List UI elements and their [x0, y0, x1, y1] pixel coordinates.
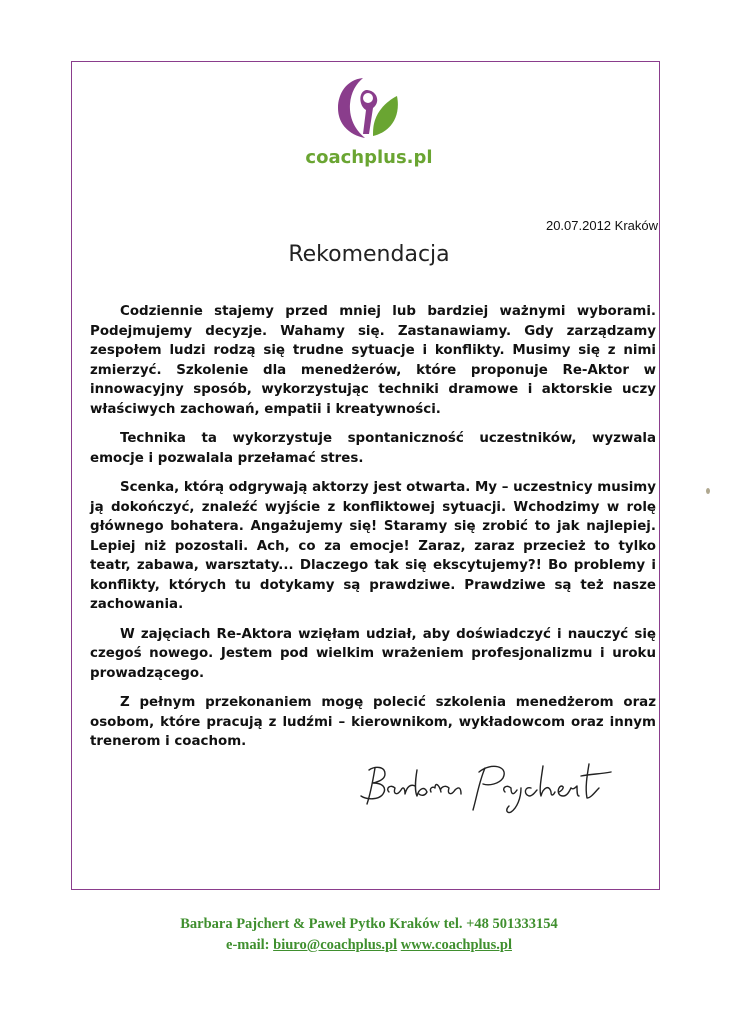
paragraph: Technika ta wykorzystuje spontaniczność uczestników, wyzwala emocje i pozwalala przełamać stres.	[90, 431, 656, 466]
email-label: e-mail:	[226, 937, 270, 953]
coachplus-logo	[333, 72, 403, 142]
website-link[interactable]: www.coachplus.pl	[400, 937, 512, 953]
brand-name: coachplus.pl	[305, 147, 433, 168]
footer-contact: Barbara Pajchert & Paweł Pytko Kraków tel. +48 501333154	[180, 916, 558, 932]
paragraph: Scenka, którą odgrywają aktorzy jest otwarta. My – uczestnicy musimy ją dokończyć, znaleźć wyjście z konfliktowej sytuacji. Wchodzimy w rolę głównego bohatera. Angażujemy się! Staramy się zrobić to jak najlepiej. Lepiej niż pozostali. Ach, co za emocje! Zaraz, zaraz przecież to tylko teatr, zabawa, warsztaty... Dlaczego tak się ekscytujemy?! Bo problemy i konflikty, których tu dotykamy są prawdziwe. Prawdziwe są też nasze zachowania.	[90, 480, 656, 612]
paper-speck	[706, 488, 710, 494]
paragraph: Z pełnym przekonaniem mogę polecić szkolenia menedżerom oraz osobom, które pracują z ludźmi – kierownikom, wykładowcom oraz innym trenerom i coachom.	[90, 695, 656, 749]
paragraph: Codziennie stajemy przed mniej lub bardziej ważnymi wyborami. Podejmujemy decyzje. Wahamy się. Zastanawiamy. Gdy zarządzamy zespołem ludzi rodzą się trudne sytuacje i konflikty. Musimy się z nimi zmierzyć. Szkolenie dla menedżerów, które proponuje Re-Aktor w innowacyjny sposób, wykorzystując techniki dramowe i aktorskie uczy właściwych zachowań, empatii i kreatywności.	[90, 304, 656, 417]
paragraph: W zajęciach Re-Aktora wzięłam udział, aby doświadczyć i nauczyć się czegoś nowego. Jestem pod wielkim wrażeniem profesjonalizmu i uroku prowadzącego.	[90, 626, 656, 681]
letter-body	[90, 302, 656, 762]
email-link[interactable]: biuro@coachplus.pl	[273, 937, 398, 953]
letter-title: Rekomendacja	[288, 242, 450, 267]
footer-links	[0, 937, 738, 954]
letter-date: 20.07.2012 Kraków	[545, 218, 658, 233]
handwritten-signature	[355, 752, 625, 822]
